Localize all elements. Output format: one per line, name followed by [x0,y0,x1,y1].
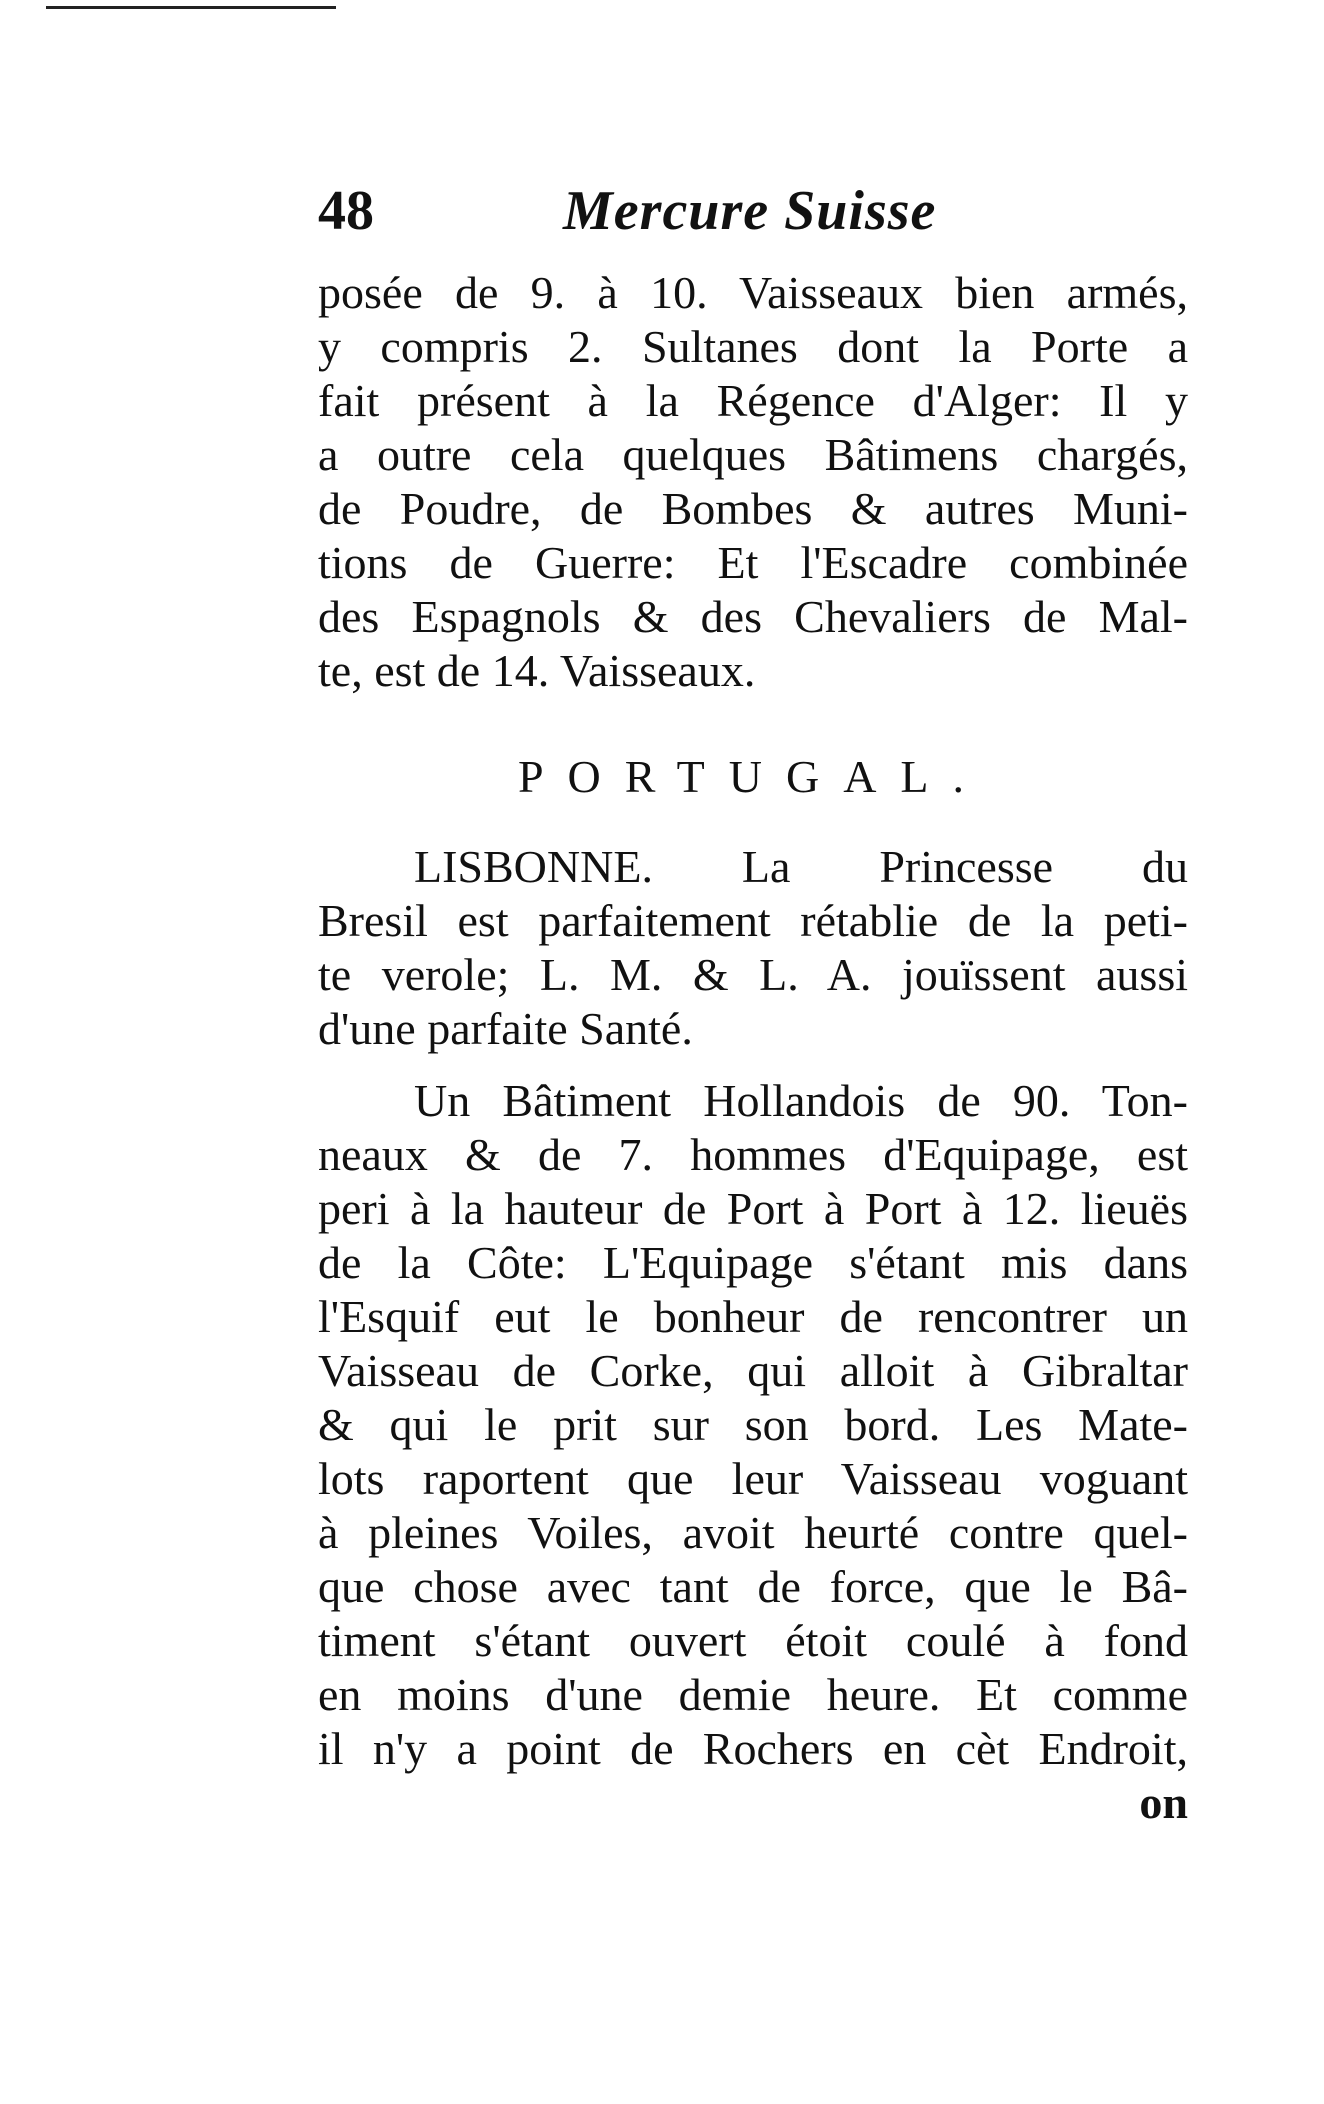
text-line: neaux & de 7. hommes d'Equipage, est [318,1129,1188,1180]
text-line: Vaisseau de Corke, qui alloit à Gibraltar [318,1345,1188,1396]
book-page [318,178,1188,1830]
text-line: posée de 9. à 10. Vaisseaux bien armés, [318,267,1188,318]
text-line: de la Côte: L'Equipage s'étant mis dans [318,1237,1188,1288]
text-line: Un Bâtiment Hollandois de 90. Ton- [414,1075,1188,1126]
text-line: te, est de 14. Vaisseaux. [318,645,756,696]
text-line: en moins d'une demie heure. Et comme [318,1669,1188,1720]
paragraph-dutch-ship [318,1074,1188,1776]
text-line: peri à la hauteur de Port à Port à 12. lieuës [318,1183,1188,1234]
text-line: tions de Guerre: Et l'Escadre combinée [318,537,1188,588]
text-line: lots raportent que leur Vaisseau voguant [318,1453,1188,1504]
running-title: Mercure Suisse [563,180,937,242]
text-line: Bresil est parfaitement rétablie de la peti- [318,895,1188,946]
top-rule [46,6,336,9]
text-line: te verole; L. M. & L. A. jouïssent aussi [318,949,1188,1000]
text-line: a outre cela quelques Bâtimens chargés, [318,429,1188,480]
text-line: y compris 2. Sultanes dont la Porte a [318,321,1188,372]
text-line: des Espagnols & des Chevaliers de Mal- [318,591,1188,642]
page-number: 48 [318,180,374,242]
text-line: timent s'étant ouvert étoit coulé à fond [318,1615,1188,1666]
section-heading-portugal: PORTUGAL. [517,751,989,802]
paragraph-lisbonne [318,840,1188,1056]
paragraph-squadron [318,266,1188,698]
text-line: que chose avec tant de force, que le Bâ- [318,1561,1188,1612]
text-line: il n'y a point de Rochers en cèt Endroit, [318,1723,1188,1774]
catchword: on [1139,1777,1188,1828]
text-line: & qui le prit sur son bord. Les Mate- [318,1399,1188,1450]
text-line: d'une parfaite Santé. [318,1003,693,1054]
text-line: l'Esquif eut le bonheur de rencontrer un [318,1291,1188,1342]
text-line: fait présent à la Régence d'Alger: Il y [318,375,1188,426]
text-line: à pleines Voiles, avoit heurté contre quel- [318,1507,1188,1558]
page-header [318,178,1188,266]
text-line: LISBONNE. La Princesse du [414,841,1188,892]
text-line: de Poudre, de Bombes & autres Muni- [318,483,1188,534]
